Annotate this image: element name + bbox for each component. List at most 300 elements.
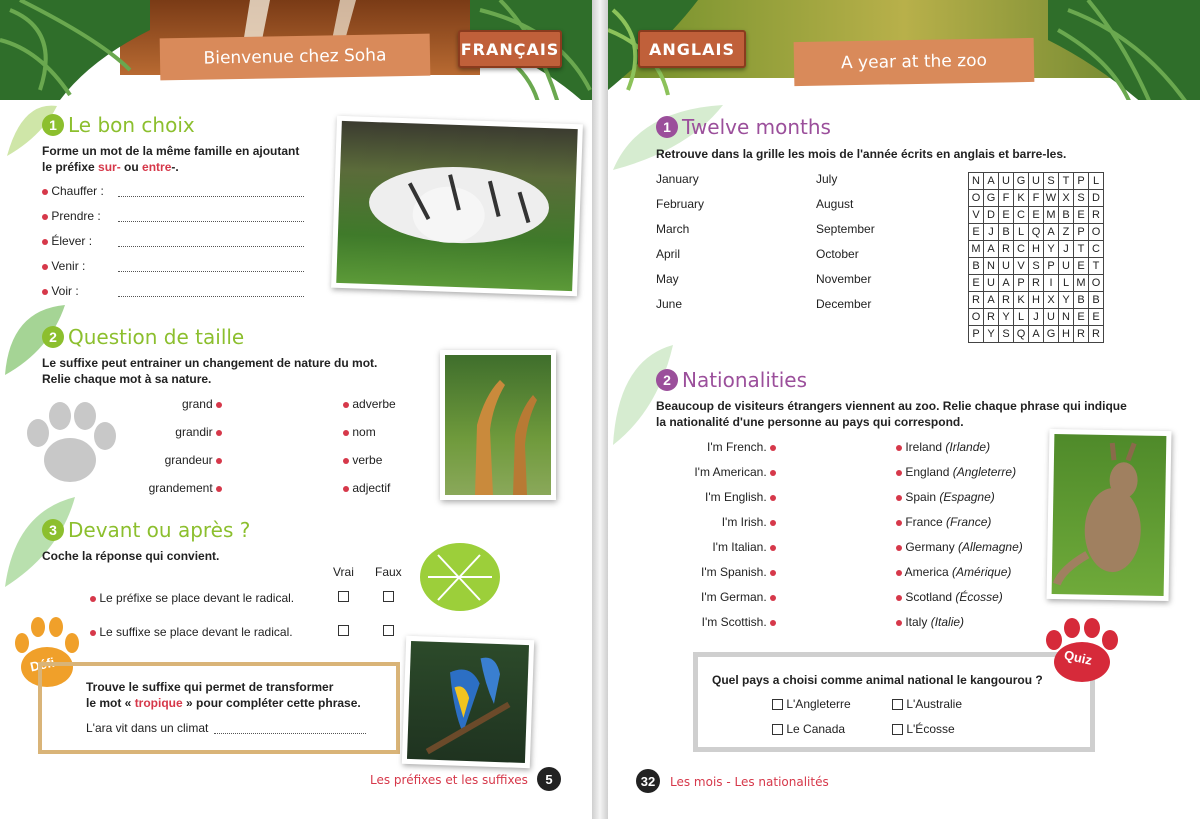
- month-item: February: [656, 197, 705, 211]
- instruction-line: Trouve le suffixe qui permet de transformer: [86, 680, 334, 694]
- bullet-icon: [90, 596, 96, 602]
- parrots-photo: [402, 636, 534, 768]
- statement-row: [90, 625, 293, 639]
- month-item: April: [656, 247, 681, 261]
- language-tag-english: ANGLAIS: [638, 30, 746, 68]
- country-item[interactable]: [896, 490, 995, 504]
- month-item: July: [816, 172, 838, 186]
- grid-row: [969, 224, 1104, 241]
- book-gutter: [592, 0, 608, 819]
- grid-cell[interactable]: N: [1059, 309, 1074, 326]
- bullet-icon: [42, 189, 48, 195]
- grid-cell[interactable]: H: [1029, 241, 1044, 258]
- link-dot[interactable]: [896, 470, 902, 476]
- nature-adjectif[interactable]: [343, 481, 390, 495]
- answer-line[interactable]: [118, 221, 304, 222]
- month-item: March: [656, 222, 690, 236]
- left-page: [0, 0, 592, 819]
- quiz-badge: Quiz: [1062, 647, 1094, 668]
- grid-cell[interactable]: R: [1074, 326, 1089, 343]
- grid-cell[interactable]: U: [1059, 258, 1074, 275]
- photo-image: [445, 355, 551, 495]
- grid-cell[interactable]: A: [1044, 224, 1059, 241]
- instruction-text: -.: [171, 160, 179, 174]
- grid-cell[interactable]: R: [969, 292, 984, 309]
- page-number: 32: [636, 769, 660, 793]
- word-label: Venir :: [51, 259, 86, 273]
- option-label: L'Écosse: [906, 722, 955, 736]
- answer-line[interactable]: [118, 196, 304, 197]
- nature-label: adverbe: [352, 397, 396, 411]
- link-dot[interactable]: [896, 520, 902, 526]
- grid-cell[interactable]: R: [984, 309, 999, 326]
- grid-cell[interactable]: Q: [1014, 326, 1029, 343]
- grid-cell[interactable]: G: [1044, 326, 1059, 343]
- grid-cell[interactable]: R: [1089, 207, 1104, 224]
- instruction-text: le préfixe: [42, 160, 99, 174]
- answer-line[interactable]: [118, 296, 304, 297]
- grid-cell[interactable]: O: [969, 309, 984, 326]
- grid-cell[interactable]: S: [1074, 190, 1089, 207]
- quiz-option[interactable]: [772, 722, 845, 736]
- prefix-entre: entre: [142, 160, 172, 174]
- checkbox-faux[interactable]: [383, 625, 394, 636]
- section-3-title-text: Devant ou après ?: [68, 518, 251, 542]
- instruction-text: ou: [120, 160, 143, 174]
- grid-cell[interactable]: M: [1074, 275, 1089, 292]
- word-tropique: tropique: [134, 696, 183, 710]
- country-name: France: [905, 515, 943, 529]
- statement-text: Le préfixe se place devant le radical.: [99, 591, 295, 605]
- grid-cell[interactable]: O: [969, 190, 984, 207]
- white-tiger-photo: [331, 116, 583, 296]
- grid-cell[interactable]: E: [1074, 207, 1089, 224]
- grid-cell[interactable]: H: [1029, 292, 1044, 309]
- country-french: (Allemagne): [958, 540, 1023, 554]
- wallaby-illustration: [1052, 434, 1167, 596]
- word-label: Élever :: [51, 234, 93, 248]
- photo-image: [1052, 434, 1167, 596]
- grid-cell[interactable]: S: [999, 326, 1014, 343]
- instruction-line: [86, 695, 361, 711]
- phrase-text: I'm Irish.: [721, 515, 767, 529]
- checkbox[interactable]: [772, 699, 783, 710]
- list-item: [42, 284, 79, 298]
- link-dot[interactable]: [343, 486, 349, 492]
- word-label: grandeur: [164, 453, 213, 467]
- section-1-number: 1: [656, 116, 678, 138]
- footer-title: Les préfixes et les suffixes: [370, 773, 528, 787]
- grid-cell[interactable]: M: [1044, 207, 1059, 224]
- photo-image: [407, 641, 529, 763]
- word-label: grandir: [175, 425, 213, 439]
- checkbox-vrai[interactable]: [338, 625, 349, 636]
- grid-cell[interactable]: D: [984, 207, 999, 224]
- section-2-title: [656, 368, 807, 392]
- checkbox-vrai[interactable]: [338, 591, 349, 602]
- country-item[interactable]: [896, 565, 1011, 579]
- link-dot[interactable]: [896, 445, 902, 451]
- grid-cell[interactable]: A: [984, 173, 999, 190]
- prefix-sur: sur-: [98, 160, 121, 174]
- column-vrai: Vrai: [333, 565, 354, 579]
- country-item[interactable]: [896, 440, 990, 454]
- nature-adverbe[interactable]: [343, 397, 396, 411]
- column-faux: Faux: [375, 565, 402, 579]
- grid-cell[interactable]: E: [969, 224, 984, 241]
- list-item: [42, 234, 92, 248]
- section-2-instruction: [42, 355, 377, 387]
- section-2-number: 2: [42, 326, 64, 348]
- country-name: Spain: [905, 490, 937, 504]
- grid-cell[interactable]: G: [984, 190, 999, 207]
- grid-cell[interactable]: I: [1044, 275, 1059, 292]
- bullet-icon: [90, 630, 96, 636]
- country-name: England: [905, 465, 950, 479]
- month-item: October: [816, 247, 859, 261]
- option-label: L'Australie: [906, 697, 962, 711]
- checkbox[interactable]: [892, 699, 903, 710]
- link-dot[interactable]: [770, 470, 776, 476]
- section-2-title-text: Question de taille: [68, 325, 245, 349]
- defi-instruction: [86, 679, 361, 711]
- right-page: [608, 0, 1200, 819]
- link-dot[interactable]: [216, 430, 222, 436]
- month-item: September: [816, 222, 875, 236]
- grid-cell[interactable]: U: [999, 173, 1014, 190]
- grid-cell[interactable]: U: [1029, 173, 1044, 190]
- phrase-item[interactable]: [668, 465, 776, 479]
- answer-line[interactable]: [214, 733, 366, 734]
- country-french: (Irlande): [945, 440, 991, 454]
- nature-label: adjectif: [352, 481, 391, 495]
- country-name: Ireland: [905, 440, 943, 454]
- grid-cell[interactable]: U: [984, 275, 999, 292]
- answer-line[interactable]: [118, 246, 304, 247]
- bullet-icon: [42, 264, 48, 270]
- month-item: May: [656, 272, 679, 286]
- section-3-number: 3: [42, 519, 64, 541]
- bullet-icon: [42, 239, 48, 245]
- month-item: June: [656, 297, 683, 311]
- checkbox[interactable]: [772, 724, 783, 735]
- grid-cell[interactable]: R: [1089, 326, 1104, 343]
- phrase-text: I'm Scottish.: [701, 615, 767, 629]
- phrase-text: I'm German.: [701, 590, 767, 604]
- grid-cell[interactable]: S: [1044, 173, 1059, 190]
- answer-line[interactable]: [118, 271, 304, 272]
- link-dot[interactable]: [770, 545, 776, 551]
- link-dot[interactable]: [343, 402, 349, 408]
- month-item: August: [816, 197, 854, 211]
- grid-cell[interactable]: Y: [984, 326, 999, 343]
- grid-row: [969, 292, 1104, 309]
- phrase-text: I'm American.: [694, 465, 767, 479]
- link-dot[interactable]: [896, 595, 902, 601]
- link-dot[interactable]: [896, 620, 902, 626]
- phrase-text: I'm English.: [705, 490, 767, 504]
- phrase-text: I'm Spanish.: [701, 565, 767, 579]
- nature-label: nom: [352, 425, 376, 439]
- section-2-title-text: Nationalities: [682, 368, 808, 392]
- grid-cell[interactable]: Y: [1059, 292, 1074, 309]
- word-grand[interactable]: [150, 397, 222, 411]
- country-name: America: [904, 565, 949, 579]
- phrase-text: I'm Italian.: [712, 540, 767, 554]
- defi-sentence: L'ara vit dans un climat: [86, 721, 209, 735]
- country-item[interactable]: [896, 465, 1016, 479]
- instruction-line: [42, 159, 299, 175]
- instruction-line: Beaucoup de visiteurs étrangers viennent au zoo. Relie chaque phrase qui indique: [656, 399, 1127, 413]
- section-1-instruction: [42, 143, 299, 175]
- country-name: Germany: [905, 540, 955, 554]
- grid-cell[interactable]: P: [1044, 258, 1059, 275]
- grid-row: [969, 258, 1104, 275]
- link-dot[interactable]: [343, 458, 349, 464]
- banner-title: Bienvenue chez Soha: [160, 34, 431, 81]
- giraffe-illustration: [445, 355, 551, 495]
- grid-cell[interactable]: L: [1089, 173, 1104, 190]
- statement-row: [90, 591, 294, 605]
- grid-cell[interactable]: M: [969, 241, 984, 258]
- giraffes-photo: [440, 350, 556, 500]
- phrase-item[interactable]: [668, 590, 776, 604]
- grid-cell[interactable]: T: [1059, 173, 1074, 190]
- grid-cell[interactable]: P: [1074, 173, 1089, 190]
- palm-leaf-icon: [0, 492, 80, 592]
- link-dot[interactable]: [343, 430, 349, 436]
- grid-cell[interactable]: A: [984, 241, 999, 258]
- link-dot[interactable]: [896, 570, 902, 576]
- link-dot[interactable]: [216, 458, 222, 464]
- grid-cell[interactable]: R: [1029, 275, 1044, 292]
- section-1-number: 1: [42, 114, 64, 136]
- instruction-line: la nationalité d'une personne au pays qui correspond.: [656, 415, 964, 429]
- grid-cell[interactable]: E: [969, 275, 984, 292]
- month-item: December: [816, 297, 872, 311]
- grid-cell[interactable]: F: [1029, 190, 1044, 207]
- country-french: (France): [946, 515, 992, 529]
- quiz-question: Quel pays a choisi comme animal national le kangourou ?: [712, 673, 1043, 687]
- grid-cell[interactable]: O: [1089, 224, 1104, 241]
- grid-cell[interactable]: B: [1074, 292, 1089, 309]
- link-dot[interactable]: [770, 520, 776, 526]
- grid-cell[interactable]: U: [999, 258, 1014, 275]
- grid-row: [969, 326, 1104, 343]
- monstera-leaf-icon: [418, 540, 502, 614]
- link-dot[interactable]: [770, 445, 776, 451]
- statement-text: Le suffixe se place devant le radical.: [99, 625, 293, 639]
- grid-cell[interactable]: E: [1089, 309, 1104, 326]
- grid-cell[interactable]: J: [1029, 309, 1044, 326]
- checkbox-faux[interactable]: [383, 591, 394, 602]
- country-french: (Amérique): [952, 565, 1012, 579]
- grid-cell[interactable]: B: [969, 258, 984, 275]
- grid-cell[interactable]: A: [999, 275, 1014, 292]
- grid-cell[interactable]: E: [1074, 258, 1089, 275]
- grid-cell[interactable]: U: [1044, 309, 1059, 326]
- grid-row: [969, 275, 1104, 292]
- banner-title: A year at the zoo: [794, 38, 1035, 86]
- country-item[interactable]: [896, 590, 1003, 604]
- grid-cell[interactable]: E: [1074, 309, 1089, 326]
- grid-cell[interactable]: C: [1014, 241, 1029, 258]
- grid-cell[interactable]: P: [969, 326, 984, 343]
- grid-cell[interactable]: Q: [1029, 224, 1044, 241]
- word-label: Prendre :: [51, 209, 101, 223]
- section-1-title: [42, 113, 195, 137]
- grid-cell[interactable]: X: [1044, 292, 1059, 309]
- paw-print-icon: [20, 398, 120, 490]
- quiz-option[interactable]: [772, 697, 851, 711]
- link-dot[interactable]: [770, 495, 776, 501]
- country-name: Scotland: [905, 590, 953, 604]
- grid-cell[interactable]: C: [1014, 207, 1029, 224]
- country-name: Italy: [905, 615, 928, 629]
- section-3-title: [42, 518, 250, 542]
- list-item: [42, 259, 85, 273]
- grid-cell[interactable]: L: [1014, 309, 1029, 326]
- grid-cell[interactable]: N: [969, 173, 984, 190]
- parrot-illustration: [407, 641, 529, 763]
- photo-image: [336, 121, 578, 291]
- grid-cell[interactable]: A: [984, 292, 999, 309]
- grid-cell[interactable]: E: [999, 207, 1014, 224]
- word-label: grandement: [148, 481, 213, 495]
- word-label: Voir :: [51, 284, 79, 298]
- grid-cell[interactable]: C: [1089, 241, 1104, 258]
- section-1-instruction: Retrouve dans la grille les mois de l'année écrits en anglais et barre-les.: [656, 147, 1067, 161]
- grid-cell[interactable]: Z: [1059, 224, 1074, 241]
- option-label: L'Angleterre: [786, 697, 851, 711]
- page-number: 5: [537, 767, 561, 791]
- country-french: (Angleterre): [952, 465, 1017, 479]
- word-search-grid[interactable]: [968, 172, 1104, 343]
- phrase-item[interactable]: [668, 515, 776, 529]
- grid-cell[interactable]: F: [999, 190, 1014, 207]
- grid-row: [969, 173, 1104, 190]
- instruction-line: Relie chaque mot à sa nature.: [42, 372, 212, 386]
- grid-row: [969, 309, 1104, 326]
- section-2-title: [42, 325, 244, 349]
- grid-cell[interactable]: R: [999, 292, 1014, 309]
- link-dot[interactable]: [770, 620, 776, 626]
- grid-cell[interactable]: L: [1014, 224, 1029, 241]
- country-item[interactable]: [896, 540, 1023, 554]
- bullet-icon: [42, 214, 48, 220]
- instruction-text: le mot «: [86, 696, 135, 710]
- phrase-item[interactable]: [668, 540, 776, 554]
- grid-cell[interactable]: K: [1014, 292, 1029, 309]
- section-1-title-text: Twelve months: [682, 115, 831, 139]
- word-grandir[interactable]: [150, 425, 222, 439]
- wallaby-photo: [1047, 429, 1172, 601]
- grid-cell[interactable]: Y: [1044, 241, 1059, 258]
- country-item[interactable]: [896, 615, 964, 629]
- grid-cell[interactable]: T: [1074, 241, 1089, 258]
- country-item[interactable]: [896, 515, 991, 529]
- grid-cell[interactable]: V: [969, 207, 984, 224]
- phrase-item[interactable]: [668, 440, 776, 454]
- grid-cell[interactable]: V: [1014, 258, 1029, 275]
- grid-cell[interactable]: J: [984, 224, 999, 241]
- nature-nom[interactable]: [343, 425, 376, 439]
- list-item: [42, 184, 104, 198]
- defi-badge: Défi: [28, 654, 56, 675]
- nature-label: verbe: [352, 453, 383, 467]
- grid-cell[interactable]: H: [1059, 326, 1074, 343]
- instruction-line: Le suffixe peut entrainer un changement de nature du mot.: [42, 356, 378, 370]
- grid-cell[interactable]: D: [1089, 190, 1104, 207]
- section-1-title-text: Le bon choix: [68, 113, 195, 137]
- word-grandeur[interactable]: [140, 453, 222, 467]
- link-dot[interactable]: [770, 570, 776, 576]
- word-label: grand: [181, 397, 213, 411]
- grid-cell[interactable]: T: [1089, 258, 1104, 275]
- footer-title: Les mois - Les nationalités: [670, 775, 829, 789]
- nature-verbe[interactable]: [343, 453, 382, 467]
- quiz-option[interactable]: [892, 722, 955, 736]
- phrase-item[interactable]: [668, 565, 776, 579]
- list-item: [42, 209, 101, 223]
- country-french: (Italie): [930, 615, 965, 629]
- option-label: Le Canada: [786, 722, 846, 736]
- grid-cell[interactable]: E: [1029, 207, 1044, 224]
- phrase-item[interactable]: [668, 490, 776, 504]
- grid-row: [969, 241, 1104, 258]
- country-french: (Espagne): [939, 490, 995, 504]
- palm-leaf-icon: [608, 100, 728, 180]
- grid-cell[interactable]: L: [1059, 275, 1074, 292]
- grid-cell[interactable]: J: [1059, 241, 1074, 258]
- grid-cell[interactable]: B: [1059, 207, 1074, 224]
- link-dot[interactable]: [896, 545, 902, 551]
- grid-cell[interactable]: N: [984, 258, 999, 275]
- instruction-line: Forme un mot de la même famille en ajoutant: [42, 144, 300, 158]
- grid-cell[interactable]: P: [1014, 275, 1029, 292]
- link-dot[interactable]: [770, 595, 776, 601]
- grid-cell[interactable]: O: [1089, 275, 1104, 292]
- grid-cell[interactable]: G: [1014, 173, 1029, 190]
- grid-cell[interactable]: R: [999, 241, 1014, 258]
- grid-cell[interactable]: S: [1029, 258, 1044, 275]
- grid-cell[interactable]: B: [999, 224, 1014, 241]
- phrase-item[interactable]: [668, 615, 776, 629]
- phrase-text: I'm French.: [707, 440, 767, 454]
- quiz-option[interactable]: [892, 697, 962, 711]
- bullet-icon: [42, 289, 48, 295]
- tiger-illustration: [336, 121, 578, 291]
- month-item: January: [656, 172, 699, 186]
- word-grandement[interactable]: [130, 481, 222, 495]
- checkbox[interactable]: [892, 724, 903, 735]
- section-2-instruction: [656, 398, 1127, 430]
- grid-cell[interactable]: X: [1059, 190, 1074, 207]
- section-2-number: 2: [656, 369, 678, 391]
- link-dot[interactable]: [896, 495, 902, 501]
- grid-cell[interactable]: P: [1074, 224, 1089, 241]
- link-dot[interactable]: [216, 486, 222, 492]
- grid-cell[interactable]: A: [1029, 326, 1044, 343]
- link-dot[interactable]: [216, 402, 222, 408]
- word-label: Chauffer :: [51, 184, 104, 198]
- instruction-text: » pour compléter cette phrase.: [182, 696, 361, 710]
- grid-cell[interactable]: W: [1044, 190, 1059, 207]
- grid-cell[interactable]: Y: [999, 309, 1014, 326]
- grid-cell[interactable]: B: [1089, 292, 1104, 309]
- grid-cell[interactable]: K: [1014, 190, 1029, 207]
- section-3-instruction: Coche la réponse qui convient.: [42, 549, 220, 563]
